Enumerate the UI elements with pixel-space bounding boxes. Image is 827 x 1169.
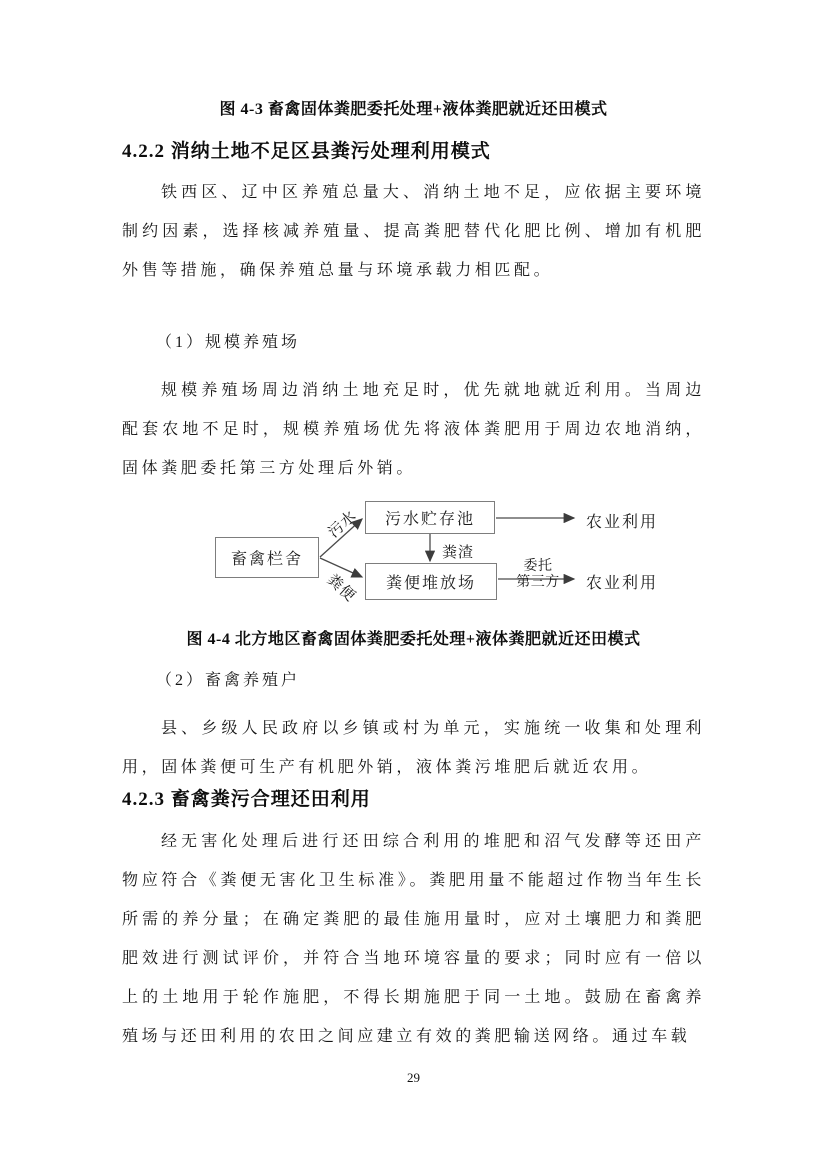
diagram-edge-label-entrust-line2: 第三方 (516, 575, 560, 590)
diagram-output-top: 农业利用 (586, 514, 659, 531)
diagram-edge-label-entrust-line1: 委托 (523, 559, 553, 574)
diagram-edge-label-sewage: 污水 (325, 507, 361, 542)
subsection-1-paragraph: 规模养殖场周边消纳土地充足时，优先就地就近利用。当周边配套农地不足时，规模养殖场优先将液体粪肥用于周边农地消纳，固体粪肥委托第三方处理后外销。 (122, 382, 705, 477)
diagram-edge-label-residue: 粪渣 (442, 545, 475, 561)
section-heading-4-2-2: 4.2.2 消纳土地不足区县粪污处理利用模式 (122, 141, 491, 162)
subsection-1-title: （1）规模养殖场 (156, 334, 301, 351)
diagram-edge-label-entrust (510, 559, 566, 591)
subsection-2-paragraph: 县、乡级人民政府以乡镇或村为单元，实施统一收集和处理利用，固体粪便可生产有机肥外销，液体粪污堆肥后就近农用。 (122, 720, 705, 776)
figure-4-3-caption: 图 4-3 畜禽固体粪肥委托处理+液体粪肥就近还田模式 (219, 101, 608, 118)
page-number: 29 (407, 1070, 420, 1085)
subsection-2-title: （2）畜禽养殖户 (156, 672, 301, 689)
diagram-edge-label-manure: 粪便 (323, 571, 359, 606)
paragraph-4-2-2: 铁西区、辽中区养殖总量大、消纳土地不足，应依据主要环境制约因素，选择核减养殖量、提高粪肥替代化肥比例、增加有机肥外售等措施，确保养殖总量与环境承载力相匹配。 (122, 184, 705, 279)
figure-4-4-diagram (122, 495, 705, 621)
figure-4-4-caption: 图 4-4 北方地区畜禽固体粪肥委托处理+液体粪肥就近还田模式 (186, 631, 641, 648)
diagram-output-bottom: 农业利用 (586, 575, 659, 592)
diagram-node-sewage-pool: 污水贮存池 (365, 501, 495, 534)
diagram-node-barn: 畜禽栏舍 (215, 537, 319, 578)
section-heading-4-2-3: 4.2.3 畜禽粪污合理还田利用 (122, 789, 371, 810)
diagram-node-manure-yard: 粪便堆放场 (365, 563, 497, 600)
paragraph-4-2-3: 经无害化处理后进行还田综合利用的堆肥和沼气发酵等还田产物应符合《粪便无害化卫生标准》。粪肥用量不能超过作物当年生长所需的养分量；在确定粪肥的最佳施用量时，应对土壤肥力和粪肥肥效进行测试评价，并符合当地环境容量的要求；同时应有一倍以上的土地用于轮作施肥，不得长期施肥于同一土地。鼓励在畜禽养殖场与还田利用的农田之间应建立有效的粪肥输送网络。通过车载 (122, 833, 705, 1045)
